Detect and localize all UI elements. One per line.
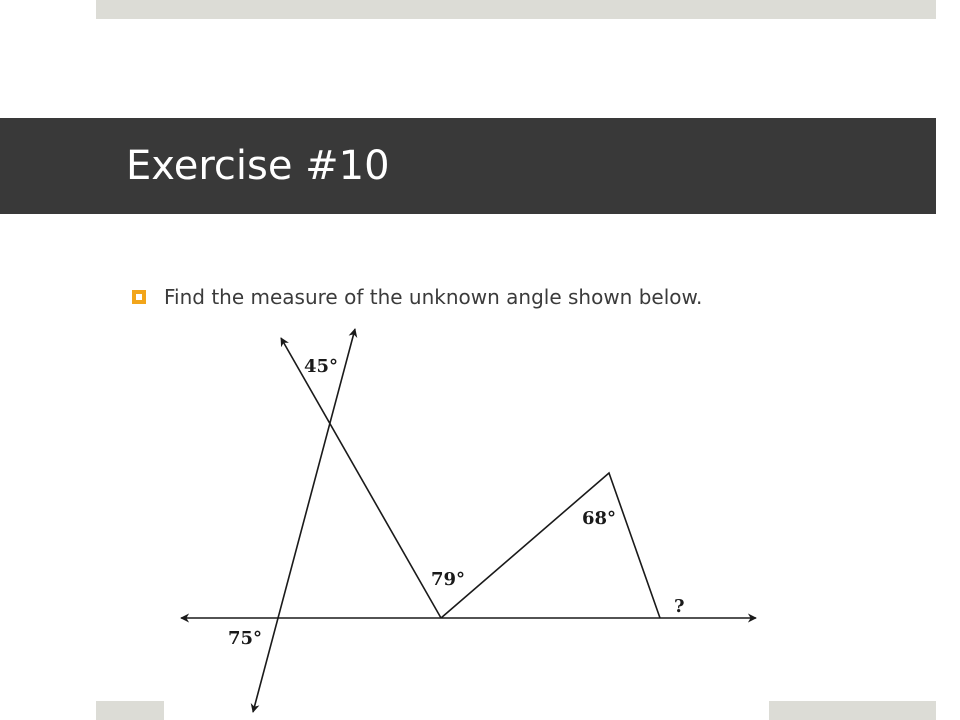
- left-slant-ray: [281, 338, 441, 618]
- angle-label-68: 68°: [582, 508, 617, 529]
- bottom-accent-right: [769, 701, 936, 720]
- triangle-sides: [441, 473, 660, 618]
- angle-label-75: 75°: [228, 628, 263, 649]
- slide-title: Exercise #10: [126, 143, 390, 189]
- transversal-line: [253, 329, 355, 712]
- unknown-angle-label: ?: [674, 596, 685, 617]
- angle-label-45: 45°: [304, 356, 339, 377]
- bullet-text: Find the measure of the unknown angle shown below.: [164, 285, 703, 309]
- angle-label-79: 79°: [431, 569, 466, 590]
- bottom-accent-left: [96, 701, 164, 720]
